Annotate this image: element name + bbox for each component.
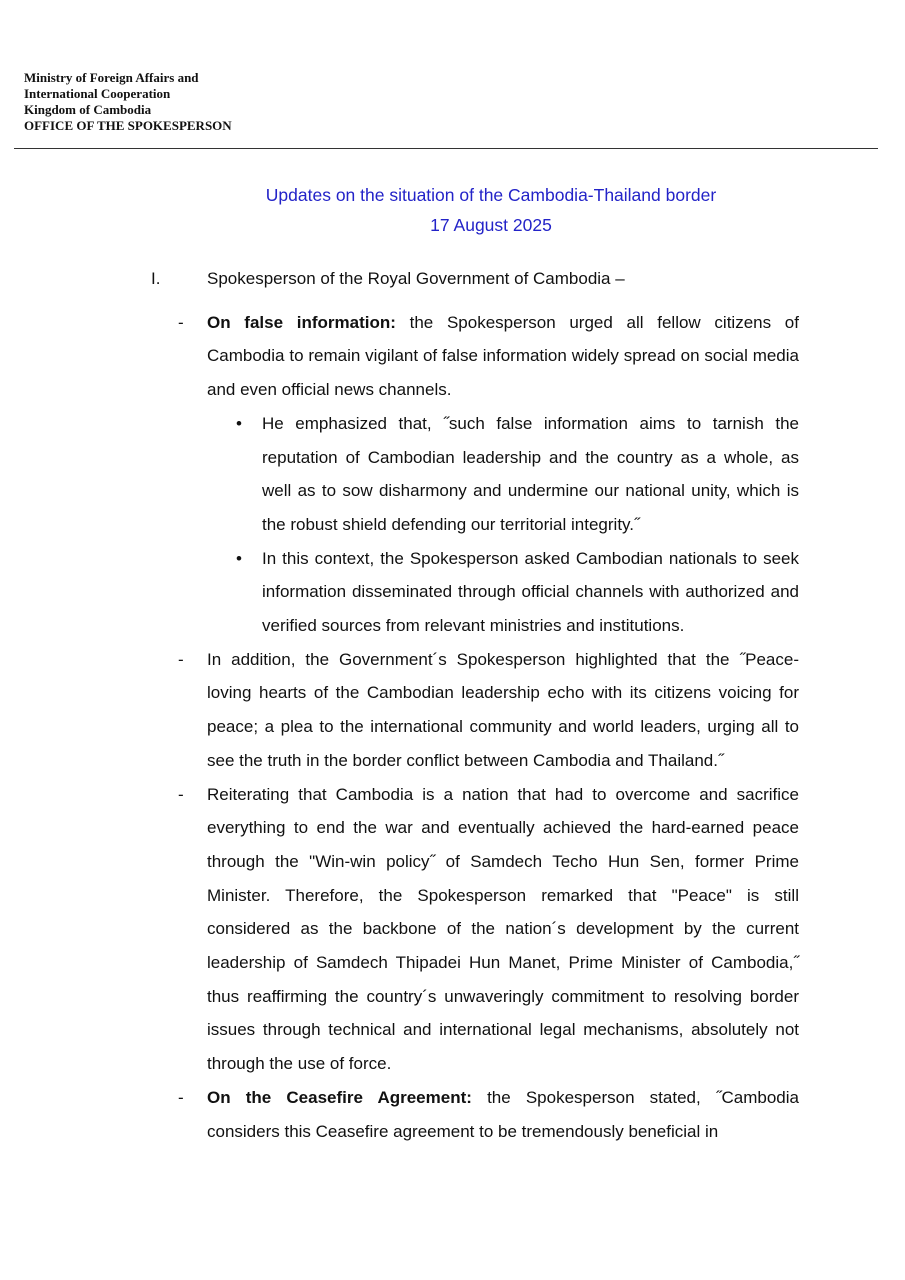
- section-numeral: I.: [151, 269, 161, 288]
- paragraph-text: the Spokesperson urged all fellow citizens of Cambodia to remain vigilant of false information widely spread on social media and even official news channels.: [207, 312, 799, 400]
- bullet-marker: •: [236, 413, 242, 433]
- header-ministry-line2: International Cooperation: [24, 86, 171, 101]
- bullet-item: [0, 542, 799, 643]
- header-divider: [14, 148, 878, 149]
- bullet-item: [0, 407, 799, 542]
- bullet-text: In this context, the Spokesperson asked Cambodian nationals to seek information disseminated through official channels with authorized and verified sources from relevant ministries and institutions.: [262, 548, 799, 636]
- title-main: Updates on the situation of the Cambodia-Thailand border: [265, 185, 717, 205]
- office-header: [24, 70, 232, 134]
- paragraph-lead: On the Ceasefire Agreement:: [207, 1087, 472, 1107]
- paragraph-reiterating: [0, 778, 799, 1081]
- title-date: 17 August 2025: [430, 215, 552, 235]
- bullet-text: He emphasized that, ˝such false information aims to tarnish the reputation of Cambodian leadership and the country as a whole, as well as to sow disharmony and undermine our national unity, which is the robust shield defending our territorial integrity.˝: [262, 413, 799, 534]
- paragraph-text: the Spokesperson stated, ˝Cambodia considers this Ceasefire agreement to be tremendously beneficial in: [207, 1087, 799, 1141]
- dash-marker: -: [178, 784, 184, 804]
- paragraph-text: In addition, the Government´s Spokesperson highlighted that the ˝Peace-loving hearts of the Cambodian leadership echo with its citizens voicing for peace; a plea to the international community and world leaders, urging all to see the truth in the border conflict between Cambodia and Thailand.˝: [207, 649, 799, 770]
- section-heading: [0, 262, 799, 296]
- paragraph-false-information: [0, 306, 799, 407]
- paragraph-lead: On false information:: [207, 312, 396, 332]
- dash-marker: -: [178, 312, 184, 332]
- header-ministry-line1: Ministry of Foreign Affairs and: [24, 70, 199, 85]
- document-body: [0, 262, 905, 1148]
- header-office: OFFICE OF THE SPOKESPERSON: [24, 118, 232, 133]
- document-title: [0, 180, 905, 240]
- paragraph-text: Reiterating that Cambodia is a nation that had to overcome and sacrifice everything to end the war and eventually achieved the hard-earned peace through the "Win-win policy˝ of Samdech Techo Hun Sen, former Prime Minister. Therefore, the Spokesperson remarked that "Peace" is still considered as the backbone of the nation´s development by the current leadership of Samdech Thipadei Hun Manet, Prime Minister of Cambodia,˝ thus reaffirming the country´s unwaveringly commitment to resolving border issues through technical and international legal mechanisms, absolutely not through the use of force.: [207, 784, 799, 1074]
- dash-marker: -: [178, 1087, 184, 1107]
- paragraph-ceasefire: [0, 1081, 799, 1148]
- section-heading-text: Spokesperson of the Royal Government of Cambodia –: [207, 269, 625, 288]
- dash-marker: -: [178, 649, 184, 669]
- bullet-marker: •: [236, 548, 242, 568]
- paragraph-peace-loving: [0, 643, 799, 778]
- header-kingdom: Kingdom of Cambodia: [24, 102, 152, 117]
